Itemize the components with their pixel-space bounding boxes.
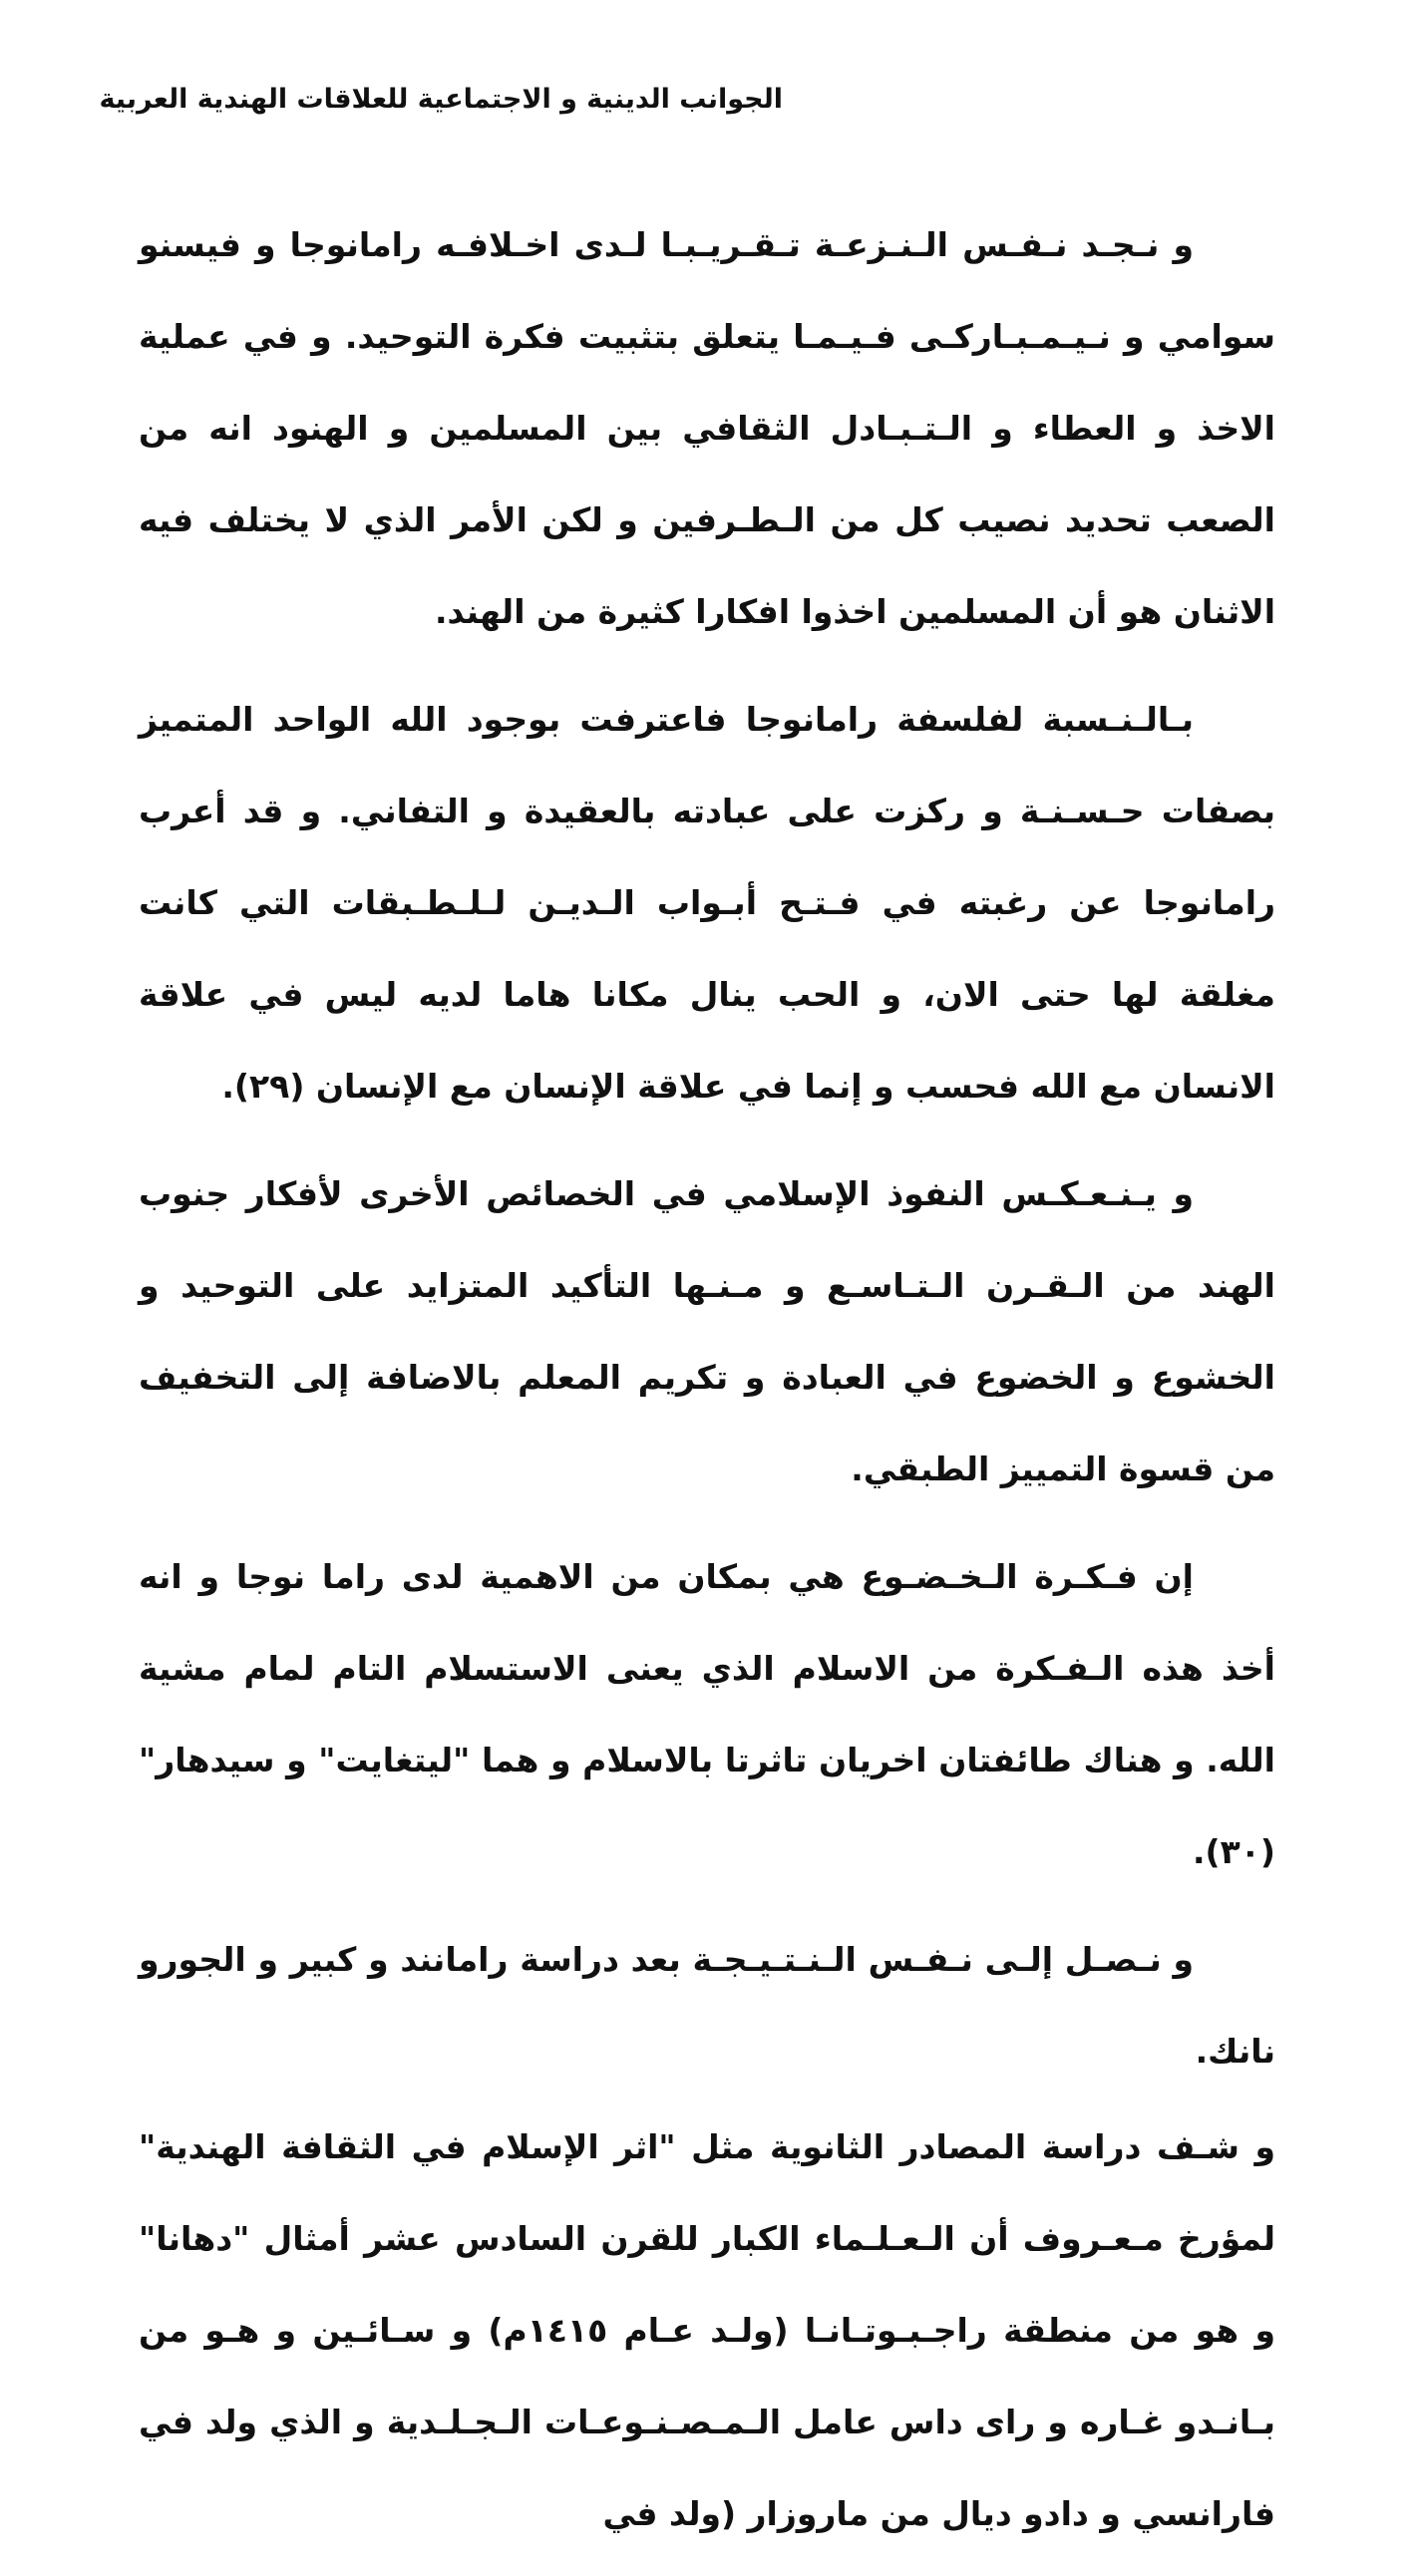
- paragraph-4: إن فـكـرة الـخـضـوع هي بمكان من الاهمية لدى راما نوجا و انه أخذ هذه الـفـكرة من الاسلام الذي يعنى الاستسلام التام لمام مشية الله. و هناك طائفتان اخريان تاثرتا بالاسلام و هما "ليتغايت" و سيدهار"(٣٠).: [139, 1557, 1275, 1871]
- running-header: الجوانب الدينية و الاجتماعية للعلاقات الهندية العربية: [99, 84, 783, 115]
- paragraph-6: و شـف دراسة المصادر الثانوية مثل "اثر الإسلام في الثقافة الهندية" لمؤرخ مـعـروف أن الـعـلـماء الكبار للقرن السادس عشر أمثال "دهانا" و هو من منطقة راجـبـوتـانـا (ولـد عـام ١٤١٥م) و سـائـين و هـو من بـانـدو غـاره و راى داس عامل الـمـصـنـوعـات الـجـلـدية و الذي ولد في فارانسي و دادو ديال من ماروزار (ولد في: [139, 2127, 1275, 2533]
- paragraph-1: و نـجـد نـفـس الـنـزعـة تـقـريـبـا لـدى اخـلافـه رامانوجا و فيسنو سوامي و نـيـمـبـاركـى فـيـمـا يتعلق بتثبيت فكرة التوحيد. و في عملية الاخذ و العطاء و الـتـبـادل الثقافي بين المسلمين و الهنود انه من الصعب تحديد نصيب كل من الـطـرفين و لكن الأمر الذي لا يختلف فيه الاثنان هو أن المسلمين اخذوا افكارا كثيرة من الهند.: [139, 225, 1275, 631]
- body-text: [139, 199, 1275, 2576]
- paragraph-3: و يـنـعـكـس النفوذ الإسلامي في الخصائص الأخرى لأفكار جنوب الهند من الـقـرن الـتـاسـع و مـنـها التأكيد المتزايد على التوحيد و الخشوع و الخضوع في العبادة و تكريم المعلم بالاضافة إلى التخفيف من قسوة التمييز الطبقي.: [139, 1174, 1275, 1488]
- paragraph-5: و نـصـل إلـى نـفـس الـنـتـيـجـة بعد دراسة رامانند و كبير و الجورو نانك.: [139, 1940, 1275, 2071]
- paragraph-2: بـالـنـسبة لفلسفة رامانوجا فاعترفت بوجود الله الواحد المتميز بصفات حـسـنـة و ركزت على عبادته بالعقيدة و التفاني. و قد أعرب رامانوجا عن رغبته في فـتـح أبـواب الـديـن لـلـطـبقات التي كانت مغلقة لها حتى الان، و الحب ينال مكانا هاما لديه ليس في علاقة الانسان مع الله فحسب و إنما في علاقة الإنسان مع الإنسان (٢٩).: [139, 700, 1275, 1106]
